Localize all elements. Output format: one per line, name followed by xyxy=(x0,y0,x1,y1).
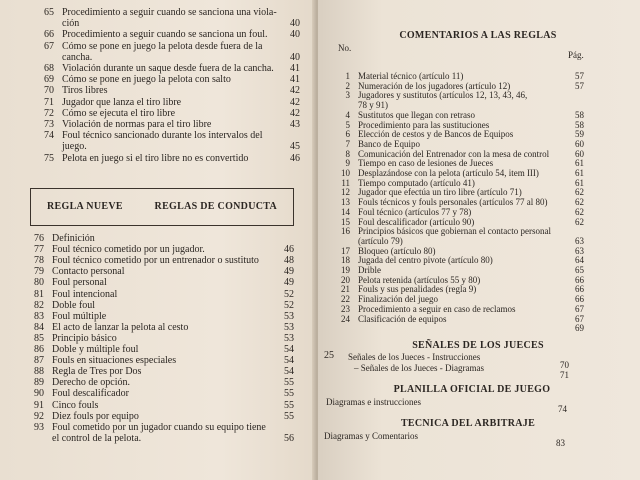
entry-page: 49 xyxy=(284,277,294,289)
entry-number: 22 xyxy=(341,294,350,305)
entry-title: Fouls en situaciones especiales xyxy=(52,355,177,367)
entry-number: 85 xyxy=(34,332,44,344)
entry-title: (artículo 79) xyxy=(358,235,403,246)
entry-page: 41 xyxy=(290,63,300,74)
regla-nueve-header xyxy=(30,188,294,226)
comentarios-title: COMENTARIOS A LAS REGLAS xyxy=(399,30,557,41)
entry-title: Foul descalificador (artículo 90) xyxy=(358,216,475,227)
entry-title: Principios básicos que gobiernan el contacto personal xyxy=(358,226,551,237)
entry-title: Pelota retenida (artículos 55 y 80) xyxy=(358,274,481,285)
regla-nueve-label: REGLA NUEVE xyxy=(47,201,123,212)
entry-number: 80 xyxy=(34,277,44,289)
tecnica-page: 83 xyxy=(556,438,565,448)
entry-title: Comunicación del Entrenador con la mesa de control xyxy=(358,148,550,159)
entry-title: Sustitutos que llegan con retraso xyxy=(358,109,475,120)
entry-title: juego. xyxy=(62,141,87,153)
entry-page: 41 xyxy=(290,74,300,86)
entry-page: 48 xyxy=(284,255,294,267)
entry-page: 63 xyxy=(575,245,584,256)
entry-number: 8 xyxy=(345,148,350,159)
entry-title: Pelota en juego si el tiro libre no es convertido xyxy=(62,152,249,164)
entry-number: 84 xyxy=(34,321,44,333)
entry-title: Procedimiento a seguir cuando se sanciona una viola- xyxy=(62,7,277,18)
entry-title: Procedimiento a seguir cuando se sanciona un foul. xyxy=(62,29,268,41)
entry-title: Contacto personal xyxy=(52,266,125,278)
entry-number: 81 xyxy=(34,288,44,300)
entry-title: Fouls y sus penalidades (regla 9) xyxy=(358,284,477,295)
entry-number: 82 xyxy=(34,299,44,311)
entry-title: Foul técnico cometido por un jugador. xyxy=(52,244,205,256)
entry-page: 61 xyxy=(575,177,584,188)
entry-page: 54 xyxy=(284,366,294,378)
entry-title: Jugador que lanza el tiro libre xyxy=(62,96,182,108)
left-page xyxy=(0,0,316,480)
planilla-title: PLANILLA OFICIAL DE JUEGO xyxy=(393,384,551,395)
entry-title: Jugador que efectúa un tiro libre (artículo 71) xyxy=(358,187,522,198)
entry-title: Tiros libres xyxy=(62,85,108,97)
entry-number: 67 xyxy=(44,40,54,52)
entry-title: Banco de Equipo xyxy=(358,138,420,149)
entry-number: 91 xyxy=(34,399,44,411)
entry-title: Procedimiento para las sustituciones xyxy=(358,119,490,130)
entry-page: 54 xyxy=(284,344,294,355)
entry-page: 53 xyxy=(284,310,294,322)
entry-page: 57 xyxy=(575,80,584,91)
entry-title: Bloqueo (artículo 80) xyxy=(358,245,436,256)
entry-number: 90 xyxy=(34,388,44,400)
senales-page-2: 71 xyxy=(560,370,569,380)
entry-title: Doble foul xyxy=(52,299,96,311)
senales-title: SEÑALES DE LOS JUECES xyxy=(412,340,544,351)
entry-title: Derecho de opción. xyxy=(52,377,131,389)
entry-title: Foul cometido por un jugador cuando su equipo tiene xyxy=(52,421,266,433)
entry-number: 2 xyxy=(345,80,350,91)
entry-number: 3 xyxy=(345,90,350,101)
entry-number: 18 xyxy=(341,255,350,266)
entry-title: Material técnico (artículo 11) xyxy=(358,71,464,81)
entry-page: 46 xyxy=(284,244,294,256)
entry-page: 53 xyxy=(284,321,294,333)
entry-title: Drible xyxy=(358,265,381,275)
entry-title: el control de la pelota. xyxy=(52,432,142,444)
entry-number: 4 xyxy=(345,109,350,120)
entry-page: 60 xyxy=(575,138,584,149)
entry-number: 75 xyxy=(44,152,54,164)
entry-number: 21 xyxy=(341,284,350,295)
entry-number: 20 xyxy=(341,274,350,285)
entry-title: Fouls técnicos y fouls personales (artículos 77 al 80) xyxy=(358,197,548,208)
entry-page: 67 xyxy=(575,313,584,324)
entry-title: Clasificación de equipos xyxy=(358,313,447,324)
entry-title: Elección de cestos y de Bancos de Equipos xyxy=(358,129,514,140)
entry-number: 77 xyxy=(34,244,44,256)
entry-title: Foul personal xyxy=(52,277,107,289)
entry-page: 56 xyxy=(284,432,294,444)
entry-page: 42 xyxy=(290,107,300,119)
entry-page: 42 xyxy=(290,85,300,97)
entry-number: 86 xyxy=(34,344,44,355)
entry-page: 65 xyxy=(575,265,584,275)
entry-page: 62 xyxy=(575,187,584,198)
entry-page: 61 xyxy=(575,158,584,169)
entry-page: 46 xyxy=(290,152,300,164)
entry-title: Tiempo computado (artículo 41) xyxy=(358,177,475,188)
entry-title: Cómo se pone en juego la pelota con salto xyxy=(62,74,231,86)
entry-title: Foul técnico cometido por un entrenador o sustituto xyxy=(52,255,259,267)
entry-page: 62 xyxy=(575,206,584,217)
entry-page: 40 xyxy=(290,29,300,41)
entry-title: cancha. xyxy=(62,51,93,63)
entry-number: 7 xyxy=(345,138,350,149)
entry-number: 9 xyxy=(345,158,350,169)
entry-number: 74 xyxy=(44,130,54,142)
entry-page: 40 xyxy=(290,51,300,63)
planilla-page: 74 xyxy=(558,404,567,414)
entry-number: 73 xyxy=(44,119,54,130)
entry-title: Principio básico xyxy=(52,332,117,344)
entry-number: 65 xyxy=(44,7,54,18)
entry-title: Definición xyxy=(52,233,95,244)
entry-page: 58 xyxy=(575,109,584,120)
entry-title: Jugadores y sustitutos (artículos 12, 13, 43, 46, xyxy=(358,90,528,101)
entry-page: 54 xyxy=(284,355,294,367)
entry-title: Jugada del centro pivote (artículo 80) xyxy=(358,255,493,266)
entry-title: Cómo se ejecuta el tiro libre xyxy=(62,107,176,119)
entry-title: Violación de normas para el tiro libre xyxy=(62,119,212,130)
entry-title: El acto de lanzar la pelota al cesto xyxy=(52,321,189,333)
entry-page: 66 xyxy=(575,294,584,305)
entry-title: Finalización del juego xyxy=(358,294,438,305)
entry-page: 59 xyxy=(575,129,584,140)
entry-page: 69 xyxy=(575,323,584,334)
entry-page: 40 xyxy=(290,18,300,30)
entry-title: Foul técnico sancionado durante los intervalos del xyxy=(62,130,263,142)
entry-page: 62 xyxy=(575,216,584,227)
entry-page: 55 xyxy=(284,388,294,400)
entry-page: 57 xyxy=(575,71,584,81)
entry-number: 24 xyxy=(341,313,350,324)
entry-page: 53 xyxy=(284,332,294,344)
entry-title: Violación durante un saque desde fuera de la cancha. xyxy=(62,63,274,74)
senales-page-1: 70 xyxy=(560,360,569,370)
entry-title: Cinco fouls xyxy=(52,399,99,411)
entry-page: 43 xyxy=(290,119,300,130)
entry-page: 45 xyxy=(290,141,300,153)
tecnica-title: TECNICA DEL ARBITRAJE xyxy=(400,418,536,429)
entry-number: 88 xyxy=(34,366,44,378)
entry-number: 16 xyxy=(341,226,350,237)
entry-page: 64 xyxy=(575,255,584,266)
entry-number: 5 xyxy=(345,119,350,130)
entry-number: 68 xyxy=(44,63,54,74)
entry-number: 13 xyxy=(341,197,350,208)
entry-title: Foul descalificador xyxy=(52,388,129,400)
entry-title: Foul múltiple xyxy=(52,310,107,322)
entry-title: ción xyxy=(62,18,80,30)
senales-line-2: – Señales de los Jueces - Diagramas xyxy=(354,363,484,373)
entry-page: 58 xyxy=(575,119,584,130)
entry-number: 23 xyxy=(341,303,350,314)
entry-number: 93 xyxy=(34,421,44,433)
right-page xyxy=(318,0,640,480)
entry-page: 55 xyxy=(284,399,294,411)
entry-page: 66 xyxy=(575,274,584,285)
entry-page: 63 xyxy=(575,235,584,246)
entry-number: 66 xyxy=(44,29,54,41)
entry-title: Cómo se pone en juego la pelota desde fuera de la xyxy=(62,40,263,52)
entry-page: 62 xyxy=(575,197,584,208)
entry-title: Procedimiento a seguir en caso de reclamos xyxy=(358,303,516,314)
entry-title: 78 y 91) xyxy=(358,100,388,111)
entry-number: 76 xyxy=(34,233,44,244)
entry-page: 55 xyxy=(284,377,294,389)
entry-page: 42 xyxy=(290,96,300,108)
entry-number: 83 xyxy=(34,310,44,322)
col-pag-label: Pág. xyxy=(568,50,584,60)
entry-number: 1 xyxy=(345,71,350,81)
entry-title: Tiempo en caso de lesiones de Jueces xyxy=(358,158,494,169)
senales-line-1: Señales de los Jueces - Instrucciones xyxy=(348,352,481,362)
tecnica-line: Diagramas y Comentarios xyxy=(324,431,418,441)
entry-page: 52 xyxy=(284,288,294,300)
entry-title: Numeración de los jugadores (artículo 12) xyxy=(358,80,511,91)
entry-number: 79 xyxy=(34,266,44,278)
entry-number: 10 xyxy=(341,168,350,178)
entry-page: 60 xyxy=(575,148,584,159)
entry-number: 78 xyxy=(34,255,44,267)
entry-page: 66 xyxy=(575,284,584,295)
entry-number: 70 xyxy=(44,85,54,97)
entry-number: 12 xyxy=(341,187,350,198)
entry-number: 72 xyxy=(44,107,54,119)
entry-number: 87 xyxy=(34,355,44,367)
entry-page: 49 xyxy=(284,266,294,278)
entry-number: 19 xyxy=(341,265,350,275)
entry-title: Foul intencional xyxy=(52,288,118,300)
entry-page: 61 xyxy=(575,168,584,178)
entry-title: Regla de Tres por Dos xyxy=(52,366,142,378)
entry-title: Diez fouls por equipo xyxy=(52,410,139,422)
entry-number: 92 xyxy=(34,410,44,422)
entry-number: 89 xyxy=(34,377,44,389)
entry-number: 15 xyxy=(341,216,350,227)
entry-number: 69 xyxy=(44,74,54,86)
entry-number: 11 xyxy=(341,177,350,188)
entry-title: Doble y múltiple foul xyxy=(52,344,139,355)
planilla-line: Diagramas e instrucciones xyxy=(326,397,421,407)
entry-title: Foul técnico (artículos 77 y 78) xyxy=(358,206,472,217)
entry-number: 14 xyxy=(341,206,350,217)
entry-page: 52 xyxy=(284,299,294,311)
entry-number: 6 xyxy=(345,129,350,140)
entry-page: 67 xyxy=(575,303,584,314)
entry-number: 17 xyxy=(341,245,350,256)
entry-page: 55 xyxy=(284,410,294,422)
entry-title: Desplazándose con la pelota (artículo 54, item III) xyxy=(358,168,539,178)
reglas-de-conducta-label: REGLAS DE CONDUCTA xyxy=(154,201,277,212)
senales-num: 25 xyxy=(324,350,334,361)
col-no-label: No. xyxy=(338,43,352,53)
entry-number: 71 xyxy=(44,96,54,108)
